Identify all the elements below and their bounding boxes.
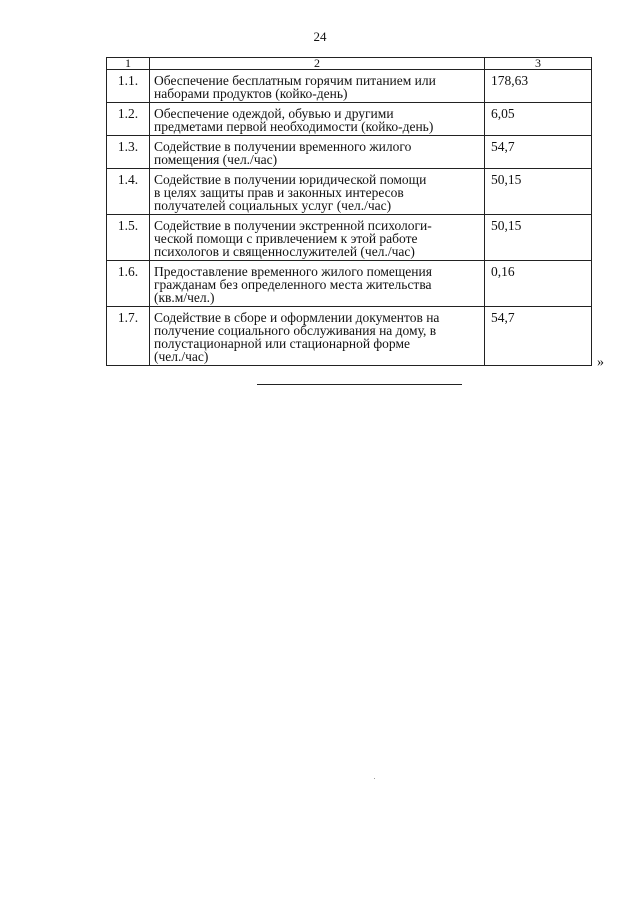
service-description <box>150 261 485 307</box>
description-line: получение социального обслуживания на дому, в <box>154 323 437 338</box>
service-description <box>150 103 485 136</box>
norm-value: 54,7 <box>485 136 592 169</box>
norm-value: 6,05 <box>485 103 592 136</box>
description-line: Содействие в получении экстренной психологи- <box>154 218 432 233</box>
table-row <box>107 103 592 136</box>
description-line: психологов и священнослужителей (чел./час) <box>154 244 415 259</box>
norm-value: 50,15 <box>485 215 592 261</box>
services-table <box>106 57 592 366</box>
scan-speck <box>374 778 375 779</box>
table-row <box>107 307 592 366</box>
row-number: 1.6. <box>107 261 150 307</box>
description-line: ческой помощи с привлечением к этой работе <box>154 231 418 246</box>
description-line: помещения (чел./час) <box>154 152 278 167</box>
row-number: 1.4. <box>107 169 150 215</box>
service-description <box>150 70 485 103</box>
column-header-3: 3 <box>485 58 592 70</box>
table-row <box>107 70 592 103</box>
description-line: (чел./час) <box>154 349 209 364</box>
description-line: полустационарной или стационарной форме <box>154 336 410 351</box>
description-line: наборами продуктов (койко-день) <box>154 86 348 101</box>
description-line: (кв.м/чел.) <box>154 290 215 305</box>
norm-value: 0,16 <box>485 261 592 307</box>
description-line: Содействие в получении юридической помощи <box>154 172 427 187</box>
row-number: 1.5. <box>107 215 150 261</box>
table-row <box>107 215 592 261</box>
service-description <box>150 215 485 261</box>
closing-quote: » <box>597 355 604 370</box>
column-header-1: 1 <box>107 58 150 70</box>
description-line: Содействие в сборе и оформлении документов на <box>154 310 440 325</box>
table-row <box>107 169 592 215</box>
row-number: 1.7. <box>107 307 150 366</box>
description-line: предметами первой необходимости (койко-день) <box>154 119 434 134</box>
description-line: Предоставление временного жилого помещения <box>154 264 432 279</box>
norm-value: 54,7 <box>485 307 592 366</box>
row-number: 1.3. <box>107 136 150 169</box>
row-number: 1.1. <box>107 70 150 103</box>
norm-value: 178,63 <box>485 70 592 103</box>
description-line: в целях защиты прав и законных интересов <box>154 185 404 200</box>
description-line: Обеспечение одеждой, обувью и другими <box>154 106 394 121</box>
norm-value: 50,15 <box>485 169 592 215</box>
service-description <box>150 136 485 169</box>
table-row <box>107 261 592 307</box>
description-line: получателей социальных услуг (чел./час) <box>154 198 392 213</box>
table-header-row <box>107 58 592 70</box>
description-line: Обеспечение бесплатным горячим питанием или <box>154 73 436 88</box>
page-number: 24 <box>313 29 327 44</box>
end-divider <box>257 384 462 385</box>
row-number: 1.2. <box>107 103 150 136</box>
column-header-2: 2 <box>150 58 485 70</box>
description-line: Содействие в получении временного жилого <box>154 139 412 154</box>
service-description <box>150 307 485 366</box>
table-row <box>107 136 592 169</box>
description-line: гражданам без определенного места жительства <box>154 277 432 292</box>
service-description <box>150 169 485 215</box>
